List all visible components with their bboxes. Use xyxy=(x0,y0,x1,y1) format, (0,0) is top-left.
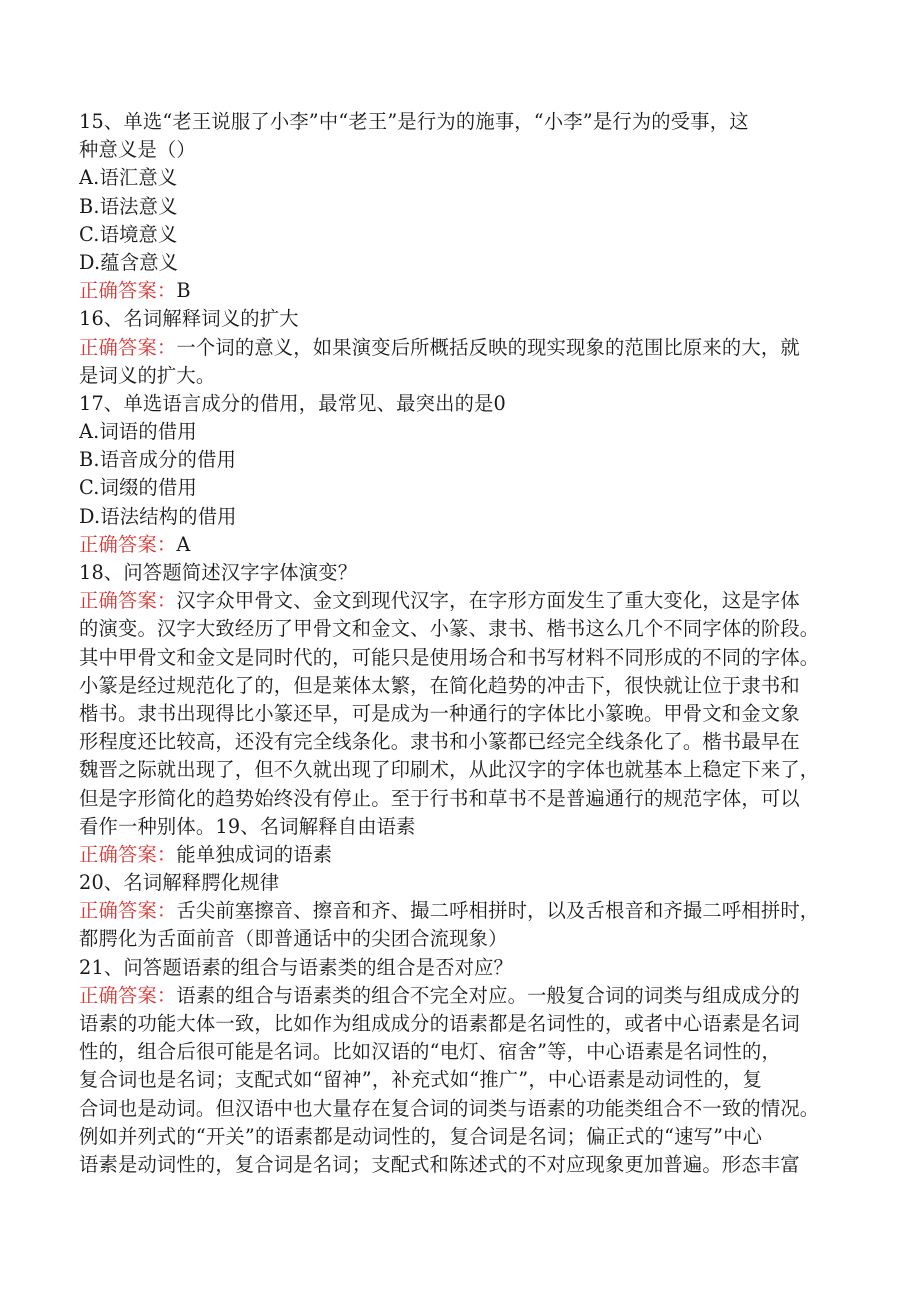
line-text: 复合词也是名词；支配式如“留神”，补充式如“推广”，中心语素是动词性的，复 xyxy=(79,1068,763,1092)
text-line xyxy=(79,813,844,841)
text-line xyxy=(79,305,844,333)
text-line xyxy=(79,1151,844,1179)
line-text: 例如并列式的“开关”的语素都是动词性的，复合词是名词；偏正式的“速写”中心 xyxy=(79,1124,763,1148)
line-text: 16、名词解释词义的扩大 xyxy=(79,307,299,331)
line-text: 合词也是动词。但汉语中也大量存在复合词的词类与语素的功能类组合不一致的情况。 xyxy=(79,1096,820,1120)
text-line xyxy=(79,954,844,982)
text-line xyxy=(79,1123,844,1151)
line-text: 小篆是经过规范化了的，但是莱体太繁，在简化趋势的冲击下，很快就让位于隶书和 xyxy=(79,673,800,697)
text-line xyxy=(79,559,844,587)
line-text: 20、名词解释腭化规律 xyxy=(79,871,280,895)
answer-label: 正确答案： xyxy=(79,532,177,556)
document-page xyxy=(79,108,844,1179)
answer-label: 正确答案： xyxy=(79,899,177,923)
text-line xyxy=(79,108,844,136)
line-text: 看作一种别体。19、名词解释自由语素 xyxy=(79,814,416,838)
text-line xyxy=(79,925,844,953)
answer-line xyxy=(79,841,844,869)
line-text: A.语汇意义 xyxy=(79,166,178,190)
text-line xyxy=(79,1038,844,1066)
answer-line xyxy=(79,587,844,615)
line-text: 其中甲骨文和金文是同时代的，可能只是使用场合和书写材料不同形成的不同的字体。 xyxy=(79,645,820,669)
line-text: 形程度还比较高，还没有完全线条化。隶书和小篆都已经完全线条化了。楷书最早在 xyxy=(79,730,800,754)
answer-label: 正确答案： xyxy=(79,983,177,1007)
line-text: B.语音成分的借用 xyxy=(79,448,237,472)
line-text: 15、单选“老王说服了小李”中“老王”是行为的施事，“小李”是行为的受事，这 xyxy=(79,110,749,133)
line-text: 种意义是（） xyxy=(79,138,196,162)
line-text: 17、单选语言成分的借用，最常见、最突出的是0 xyxy=(79,391,507,415)
text-line xyxy=(79,756,844,784)
line-text: 楷书。隶书出现得比小篆还早，可是成为一种通行的字体比小篆晚。甲骨文和金文象 xyxy=(79,701,800,725)
line-text: 语素的功能大体一致，比如作为组成成分的语素都是名词性的，或者中心语素是名词 xyxy=(79,1012,800,1035)
line-text: 的演变。汉字大致经历了甲骨文和金文、小篆、隶书、楷书这么几个不同字体的阶段。 xyxy=(79,617,820,641)
text-line xyxy=(79,615,844,643)
answer-line xyxy=(79,897,844,925)
text-line xyxy=(79,164,844,192)
text-line xyxy=(79,446,844,474)
line-text: 但是字形简化的趋势始终没有停止。至于行书和草书不是普遍通行的规范字体，可以 xyxy=(79,786,800,810)
text-line xyxy=(79,1010,844,1038)
answer-text: B xyxy=(176,279,191,303)
answer-line xyxy=(79,982,844,1010)
text-line xyxy=(79,700,844,728)
line-text: C.语境意义 xyxy=(79,222,178,246)
text-line xyxy=(79,418,844,446)
line-text: 性的，组合后很可能是名词。比如汉语的“电灯、宿舍”等，中心语素是名词性的， xyxy=(79,1040,781,1064)
text-line xyxy=(79,1066,844,1094)
text-line xyxy=(79,672,844,700)
text-line xyxy=(79,644,844,672)
answer-label: 正确答案： xyxy=(79,842,177,866)
line-text: 18、问答题简述汉字字体演变？ xyxy=(79,561,358,584)
text-line xyxy=(79,362,844,390)
text-line xyxy=(79,193,844,221)
line-text: A.词语的借用 xyxy=(79,420,197,444)
text-line xyxy=(79,785,844,813)
line-text: 21、问答题语素的组合与语素类的组合是否对应？ xyxy=(79,955,514,979)
text-line xyxy=(79,1095,844,1123)
text-line xyxy=(79,249,844,277)
answer-text: A xyxy=(176,532,191,556)
line-text: 语素是动词性的，复合词是名词；支配式和陈述式的不对应现象更加普遍。形态丰富 xyxy=(79,1152,800,1176)
answer-text: 语素的组合与语素类的组合不完全对应。一般复合词的词类与组成成分的 xyxy=(176,983,800,1007)
text-line xyxy=(79,503,844,531)
text-line xyxy=(79,390,844,418)
answer-label: 正确答案： xyxy=(79,335,177,359)
line-text: C.词缀的借用 xyxy=(79,476,197,500)
line-text: D.蕴含意义 xyxy=(79,250,179,274)
text-line xyxy=(79,221,844,249)
answer-text: 汉字众甲骨文、金文到现代汉字，在字形方面发生了重大变化，这是字体 xyxy=(176,589,800,613)
text-line xyxy=(79,136,844,164)
text-line xyxy=(79,474,844,502)
text-line xyxy=(79,869,844,897)
line-text: 是词义的扩大。 xyxy=(79,363,216,387)
text-line xyxy=(79,728,844,756)
answer-label: 正确答案： xyxy=(79,589,177,613)
answer-text: 舌尖前塞擦音、擦音和齐、撮二呼相拼时，以及舌根音和齐撮二呼相拼时， xyxy=(176,899,820,923)
answer-label: 正确答案： xyxy=(79,279,177,303)
answer-text: 能单独成词的语素 xyxy=(176,842,333,866)
answer-text: 一个词的意义，如果演变后所概括反映的现实现象的范围比原来的大，就 xyxy=(176,335,800,359)
line-text: B.语法意义 xyxy=(79,194,178,218)
line-text: 魏晋之际就出现了，但不久就出现了印刷术，从此汉字的字体也就基本上稳定下来了， xyxy=(79,758,820,782)
line-text: 都腭化为舌面前音（即普通话中的尖团合流现象） xyxy=(79,927,508,951)
answer-line xyxy=(79,531,844,559)
line-text: D.语法结构的借用 xyxy=(79,504,237,528)
answer-line xyxy=(79,277,844,305)
answer-line xyxy=(79,334,844,362)
